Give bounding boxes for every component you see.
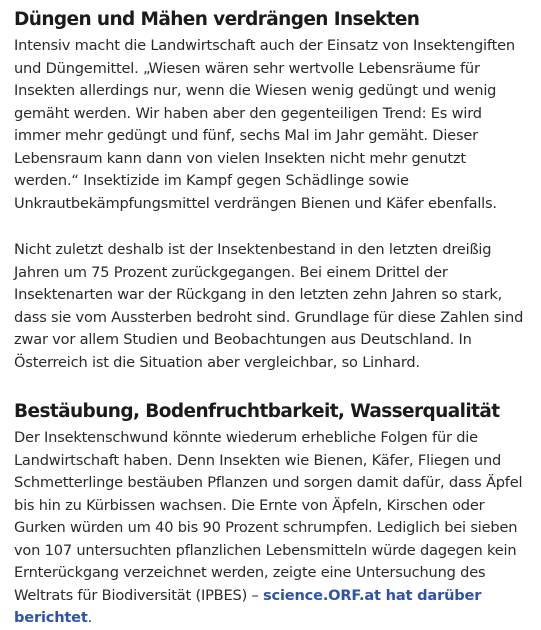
text-line: Intensiv macht die Landwirtschaft auch der Einsatz von Insektengiften — [14, 37, 515, 54]
text-line: Unkrautbekämpfungsmittel verdrängen Bienen und Käfer ebenfalls. — [14, 194, 497, 212]
paragraph-duengen — [14, 35, 536, 215]
text-line: immer mehr gedüngt und fünf, sechs Mal im Jahr gemäht. Dieser — [14, 127, 478, 144]
text-line: Lebensraum kann dann von vielen Insekten nicht mehr genutzt — [14, 149, 466, 167]
paragraph-insektenschwund — [14, 427, 536, 630]
text-line: bis hin zu Kürbissen wachsen. Die Ernte von Äpfeln, Kirschen oder — [14, 496, 485, 514]
text-line: Insekten allerdings nur, wenn die Wiesen wenig gedüngt und wenig — [14, 82, 497, 99]
science-orf-link-continued[interactable]: berichtet — [14, 609, 88, 626]
text-line-with-link — [14, 585, 536, 608]
paragraph-insektenbestand — [14, 239, 536, 374]
text-line: Gurken würden um 40 bis 90 Prozent schrumpfen. Lediglich bei sieben — [14, 519, 518, 536]
text-line: Der Insektenschwund könnte wiederum erhebliche Folgen für die — [14, 429, 478, 446]
text-line: Ernterückgang verzeichnet werden, zeigte eine Untersuchung des — [14, 564, 486, 581]
text-line: von 107 untersuchten pflanzlichen Lebensmitteln würde dagegen kein — [14, 541, 517, 559]
text-line-prefix: Weltrats für Biodiversität (IPBES) – — [14, 586, 264, 604]
text-line: zwar vor allem Studien und Beobachtungen aus Deutschland. In — [14, 331, 472, 348]
text-line: Österreich ist die Situation aber vergleichbar, so Linhard. — [14, 353, 420, 371]
text-line: werden.“ Insektizide im Kampf gegen Schädlinge sowie — [14, 172, 409, 189]
text-line: dass sie vom Aussterben bedroht sind. Grundlage für diese Zahlen sind — [14, 308, 524, 326]
section-heading-duengen: Düngen und Mähen verdrängen Insekten — [14, 9, 420, 30]
text-line: Nicht zuletzt deshalb ist der Insektenbestand in den letzten dreißig — [14, 241, 492, 258]
text-line: Insektenarten war der Rückgang in den letzten zehn Jahren so stark, — [14, 286, 503, 303]
text-line: Landwirtschaft haben. Denn Insekten wie Bienen, Käfer, Fliegen und — [14, 451, 502, 469]
text-line: und Düngemittel. „Wiesen wären sehr wertvolle Lebensräume für — [14, 59, 480, 77]
text-line: gemäht werden. Wir haben aber den gegenteiligen Trend: Es wird — [14, 104, 482, 122]
article — [14, 8, 536, 630]
text-line-link-end — [14, 607, 536, 630]
end-punctuation: . — [87, 609, 93, 626]
science-orf-link[interactable]: science.ORF.at hat darüber — [263, 586, 482, 604]
text-line: Schmetterlinge bestäuben Pflanzen und sorgen damit dafür, dass Äpfel — [14, 474, 523, 491]
text-line: Jahren um 75 Prozent zurückgegangen. Bei einem Drittel der — [14, 263, 448, 281]
section-heading-bestaeubung: Bestäubung, Bodenfruchtbarkeit, Wasserqualität — [14, 401, 500, 422]
